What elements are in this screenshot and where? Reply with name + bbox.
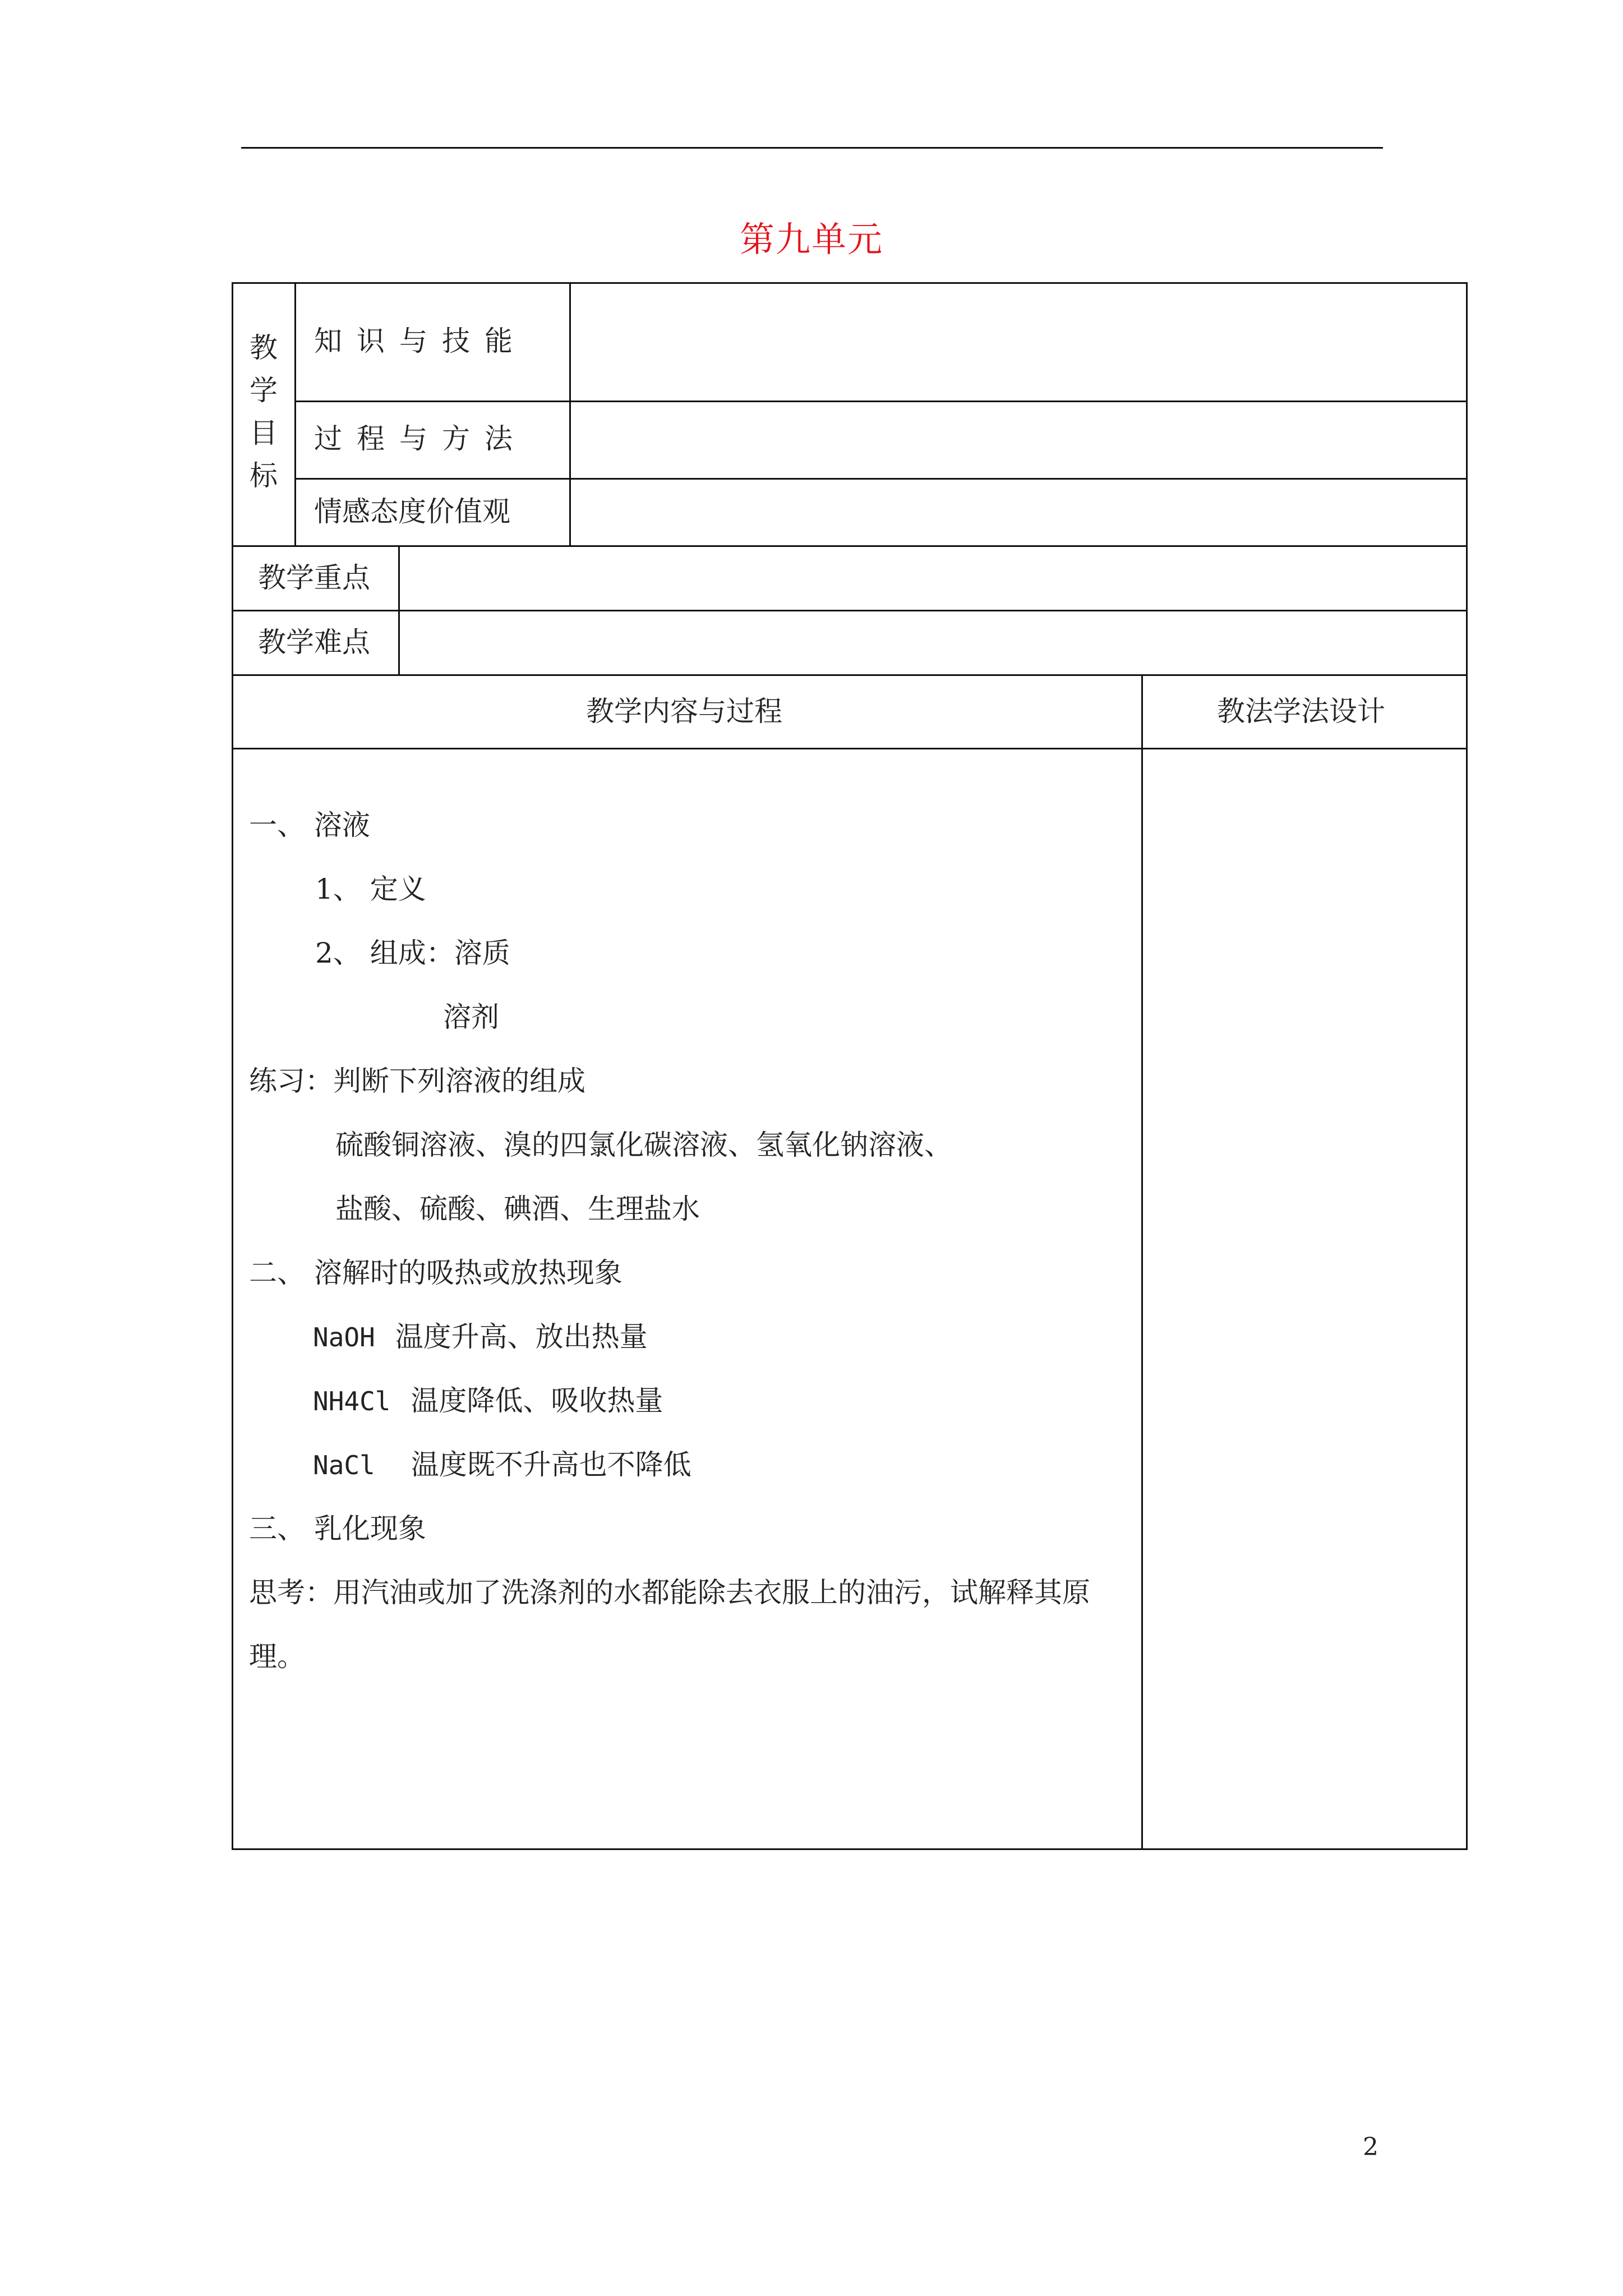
section-heat-heading: 二、 溶解时的吸热或放热现象 [249, 1257, 623, 1289]
page-title: 第九单元 [739, 219, 883, 260]
key-label-divider [398, 545, 400, 676]
nacl-effect: 温度既不升高也不降低 [411, 1448, 691, 1481]
exercise-prompt: 练习：判断下列溶液的组成 [249, 1065, 585, 1097]
exercise-solutions-line-2: 盐酸、硫酸、碘酒、生理盐水 [335, 1193, 700, 1225]
objective-group-char: 目 [250, 417, 278, 449]
objective-row-divider [294, 401, 1468, 402]
composition-item: 2、 组成：溶质 [315, 937, 510, 969]
attitude-values-label: 情感态度价值观 [314, 495, 510, 528]
section-emulsion-heading: 三、 乳化现象 [249, 1512, 426, 1545]
objective-group-label [247, 326, 280, 497]
content-header-bottom [232, 748, 1468, 749]
objective-label-divider [569, 282, 571, 547]
nh4cl-row [313, 1383, 663, 1419]
method-column-header: 教法学法设计 [1217, 695, 1385, 728]
content-column-divider [1141, 674, 1143, 1850]
header-rule [241, 147, 1383, 149]
objective-block-bottom [232, 545, 1468, 547]
objective-group-char: 标 [250, 459, 278, 492]
content-column-header: 教学内容与过程 [586, 695, 782, 728]
section-solution-heading: 一、 溶液 [249, 809, 370, 841]
knowledge-skills-label: 知识与技能 [314, 325, 527, 357]
key-point-row-bottom [232, 610, 1468, 611]
difficulty-row-bottom [232, 674, 1468, 676]
naoh-formula: NaOH [313, 1322, 375, 1352]
objective-group-char: 教 [250, 332, 278, 364]
exercise-solutions-line-1: 硫酸铜溶液、溴的四氯化碳溶液、氢氧化钠溶液、 [335, 1129, 952, 1161]
page-number: 2 [1363, 2133, 1378, 2161]
process-method-label: 过程与方法 [314, 422, 527, 455]
think-question-continued: 理。 [249, 1640, 305, 1673]
difficulty-label: 教学难点 [258, 626, 370, 659]
nacl-formula: NaCl [313, 1450, 375, 1480]
naoh-row [313, 1319, 648, 1355]
nh4cl-effect: 温度降低、吸收热量 [411, 1384, 663, 1417]
think-question: 思考：用汽油或加了洗涤剂的水都能除去衣服上的油污，试解释其原 [249, 1576, 1090, 1609]
definition-item: 1、 定义 [315, 873, 426, 905]
naoh-effect: 温度升高、放出热量 [395, 1320, 648, 1353]
solvent-item: 溶剂 [443, 1001, 499, 1033]
key-point-label: 教学重点 [258, 562, 370, 594]
objective-row-divider [294, 478, 1468, 480]
objective-group-divider [294, 282, 296, 547]
objective-group-char: 学 [250, 374, 278, 407]
nacl-row [313, 1447, 691, 1483]
nh4cl-formula: NH4Cl [313, 1386, 391, 1416]
